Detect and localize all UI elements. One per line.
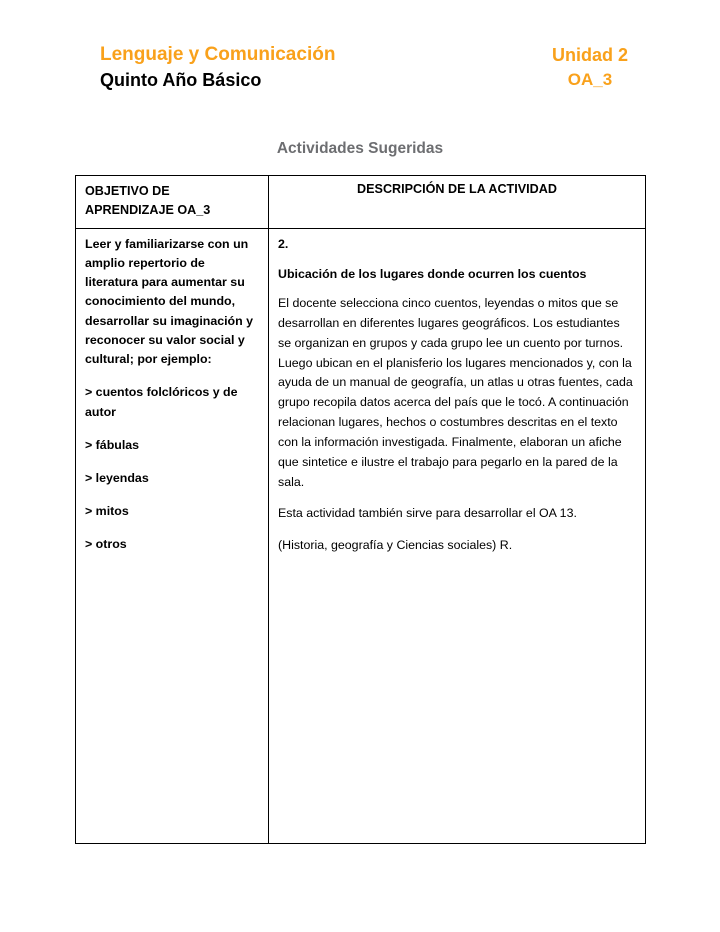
oa-code-label: OA_3 xyxy=(567,70,613,90)
page-title: Actividades Sugeridas xyxy=(276,140,444,157)
activity-note-subject: (Historia, geografía y Ciencias sociales) R. xyxy=(278,538,513,553)
objective-list-item: > fábulas xyxy=(85,437,140,452)
table-header-row xyxy=(76,176,646,229)
activity-number: 2. xyxy=(278,236,289,251)
header-right xyxy=(535,42,645,92)
objective-cell xyxy=(76,228,269,843)
table-body-row xyxy=(76,228,646,843)
grade-title: Quinto Año Básico xyxy=(100,69,262,90)
subject-title: Lenguaje y Comunicación xyxy=(100,44,336,65)
objective-list-item: > leyendas xyxy=(85,470,149,485)
activities-table xyxy=(75,175,646,844)
document-header xyxy=(100,42,645,92)
objective-column-header: OBJETIVO DE APRENDIZAJE OA_3 xyxy=(76,176,269,229)
objective-list-item: > cuentos folclóricos y de autor xyxy=(85,385,238,419)
activity-description: El docente selecciona cinco cuentos, leyendas o mitos que se desarrollan en diferentes lugares geográficos. Los estudiantes se organizan en grupos y cada grupo lee un cuento por turnos. Luego ubican en el planisferio los lugares mencionados y, con la ayuda de un manual de geografía, un atlas u otras fuentes, cada grupo recopila datos acerca del país que le tocó. A continuación relacionan lugares, hechos o costumbres descritas en el texto con la información investigada. Finalmente, elaboran un afiche que sintetice e ilustre el trabajo para pegarlo en la pared de la sala. xyxy=(278,296,633,489)
activity-note-oa13: Esta actividad también sirve para desarrollar el OA 13. xyxy=(278,506,577,521)
activity-cell xyxy=(269,228,646,843)
activity-column-header: DESCRIPCIÓN DE LA ACTIVIDAD xyxy=(269,176,646,229)
objective-intro-text: Leer y familiarizarse con un amplio repertorio de literatura para aumentar su conocimiento del mundo, desarrollar su imaginación y reconocer su valor social y cultural; por ejemplo: xyxy=(85,236,254,367)
unit-label: Unidad 2 xyxy=(551,45,628,65)
activity-title: Ubicación de los lugares donde ocurren los cuentos xyxy=(278,267,587,282)
objective-list-item: > mitos xyxy=(85,504,129,519)
header-left xyxy=(100,42,335,92)
objective-list-item: > otros xyxy=(85,537,127,552)
